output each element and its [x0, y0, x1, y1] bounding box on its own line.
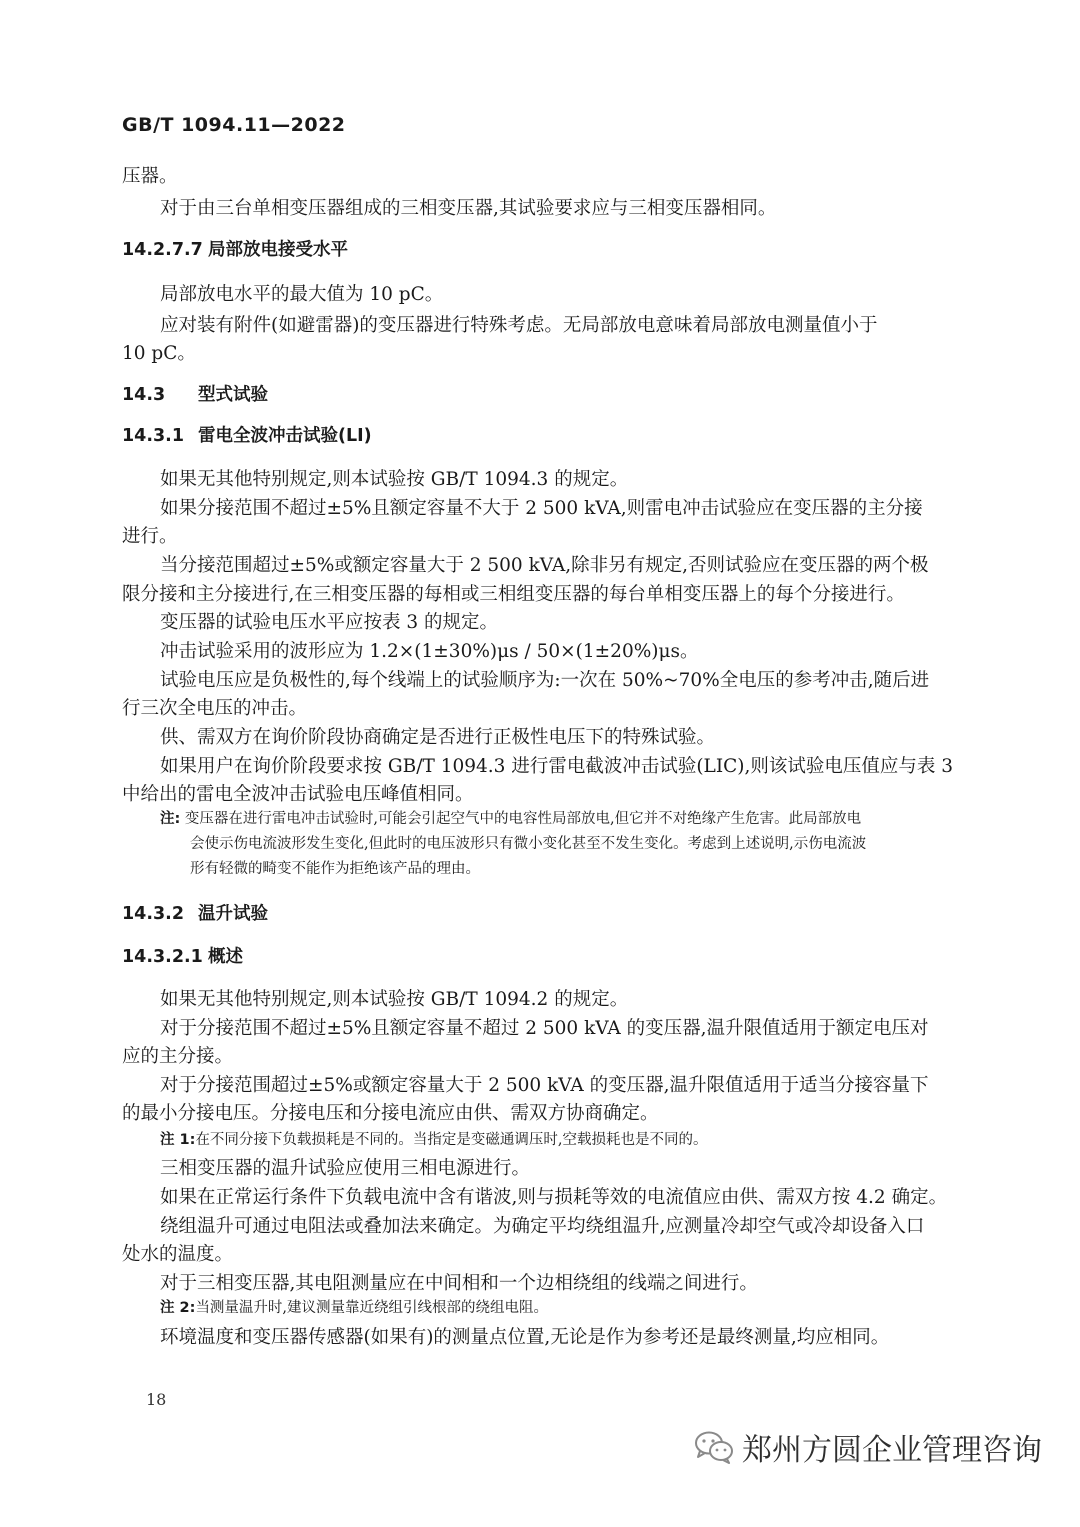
- note: [160, 1128, 708, 1149]
- standard-number: GB/T 1094.11—2022: [122, 114, 346, 136]
- text-line: 供、需双方在询价阶段协商确定是否进行正极性电压下的特殊试验。: [160, 727, 716, 748]
- wechat-icon: [694, 1430, 734, 1464]
- section-number: 14.3.1: [122, 426, 185, 446]
- text-line: 试验电压应是负极性的,每个线端上的试验顺序为:一次在 50%~70%全电压的参考冲击,随后进: [160, 670, 930, 691]
- text-line: 对于由三台单相变压器组成的三相变压器,其试验要求应与三相变压器相同。: [160, 198, 777, 219]
- note: [160, 1296, 548, 1317]
- text-line: 对于分接范围超过±5%或额定容量大于 2 500 kVA 的变压器,温升限值适用于适当分接容量下: [160, 1075, 929, 1096]
- text-line: 冲击试验采用的波形应为 1.2×(1±30%)μs / 50×(1±20%)μs。: [160, 641, 699, 662]
- text-line: 对于三相变压器,其电阻测量应在中间相和一个边相绕组的线端之间进行。: [160, 1273, 758, 1294]
- text-line: 如果用户在询价阶段要求按 GB/T 1094.3 进行雷电截波冲击试验(LIC),则该试验电压值应与表 3: [160, 756, 954, 777]
- note-text: 会使示伤电流波形发生变化,但此时的电压波形只有微小变化甚至不发生变化。考虑到上述说明,示伤电流波: [190, 836, 867, 852]
- text-line: 绕组温升可通过电阻法或叠加法来确定。为确定平均绕组温升,应测量冷却空气或冷却设备入口: [160, 1216, 925, 1237]
- text-line: 如果无其他特别规定,则本试验按 GB/T 1094.2 的规定。: [160, 989, 629, 1010]
- section-title: 雷电全波冲击试验(LI): [198, 426, 372, 446]
- text-line: 变压器的试验电压水平应按表 3 的规定。: [160, 612, 499, 633]
- section-number: 14.3.2.1: [122, 947, 203, 967]
- section-number: 14.3.2: [122, 904, 185, 924]
- section-title: 型式试验: [198, 385, 268, 405]
- text-line: 如果在正常运行条件下负载电流中含有谐波,则与损耗等效的电流值应由供、需双方按 4.2 确定。: [160, 1187, 948, 1208]
- note-label: 注:: [160, 811, 181, 827]
- text-line: 环境温度和变压器传感器(如果有)的测量点位置,无论是作为参考还是最终测量,均应相同。: [160, 1327, 890, 1348]
- section-heading: [122, 422, 372, 447]
- text-line: 限分接和主分接进行,在三相变压器的每相或三相组变压器的每台单相变压器上的每个分接进行。: [122, 584, 905, 605]
- section-heading: [122, 236, 348, 261]
- text-line: 如果无其他特别规定,则本试验按 GB/T 1094.3 的规定。: [160, 469, 629, 490]
- text-line: 应对装有附件(如避雷器)的变压器进行特殊考虑。无局部放电意味着局部放电测量值小于: [160, 315, 878, 336]
- text-line: 压器。: [122, 166, 178, 187]
- note-text: 当测量温升时,建议测量靠近绕组引线根部的绕组电阻。: [195, 1300, 549, 1316]
- note-label: 注 2:: [160, 1300, 196, 1316]
- section-heading: [122, 381, 268, 406]
- section-title: 局部放电接受水平: [208, 240, 348, 260]
- section-heading: [122, 900, 268, 925]
- page-number: 18: [146, 1390, 167, 1409]
- section-title: 概述: [208, 947, 243, 967]
- watermark: [694, 1425, 1042, 1469]
- text-line: 10 pC。: [122, 343, 196, 364]
- section-number: 14.3: [122, 385, 166, 405]
- text-line: 中给出的雷电全波冲击试验电压峰值相同。: [122, 784, 474, 805]
- text-line: 行三次全电压的冲击。: [122, 698, 308, 719]
- note-label: 注 1:: [160, 1132, 196, 1148]
- section-title: 温升试验: [198, 904, 268, 924]
- text-line: 对于分接范围不超过±5%且额定容量不超过 2 500 kVA 的变压器,温升限值适用于额定电压对: [160, 1018, 929, 1039]
- text-line: 进行。: [122, 526, 178, 547]
- text-line: 的最小分接电压。分接电压和分接电流应由供、需双方协商确定。: [122, 1103, 659, 1124]
- text-line: 如果分接范围不超过±5%且额定容量不大于 2 500 kVA,则雷电冲击试验应在变压器的主分接: [160, 498, 923, 519]
- text-line: 处水的温度。: [122, 1244, 234, 1265]
- section-heading: [122, 943, 243, 968]
- note-text: 在不同分接下负载损耗是不同的。当指定是变磁通调压时,空载损耗也是不同的。: [195, 1132, 708, 1148]
- text-line: 应的主分接。: [122, 1046, 234, 1067]
- watermark-text: 郑州方圆企业管理咨询: [742, 1433, 1042, 1468]
- text-line: 三相变压器的温升试验应使用三相电源进行。: [160, 1158, 531, 1179]
- text-line: 局部放电水平的最大值为 10 pC。: [160, 284, 444, 305]
- note: [160, 807, 861, 828]
- note-text: 变压器在进行雷电冲击试验时,可能会引起空气中的电容性局部放电,但它并不对绝缘产生危害。此局部放电: [184, 811, 862, 827]
- text-line: 当分接范围超过±5%或额定容量大于 2 500 kVA,除非另有规定,否则试验应在变压器的两个极: [160, 555, 929, 576]
- note-text: 形有轻微的畸变不能作为拒绝该产品的理由。: [190, 861, 480, 877]
- section-number: 14.2.7.7: [122, 240, 203, 260]
